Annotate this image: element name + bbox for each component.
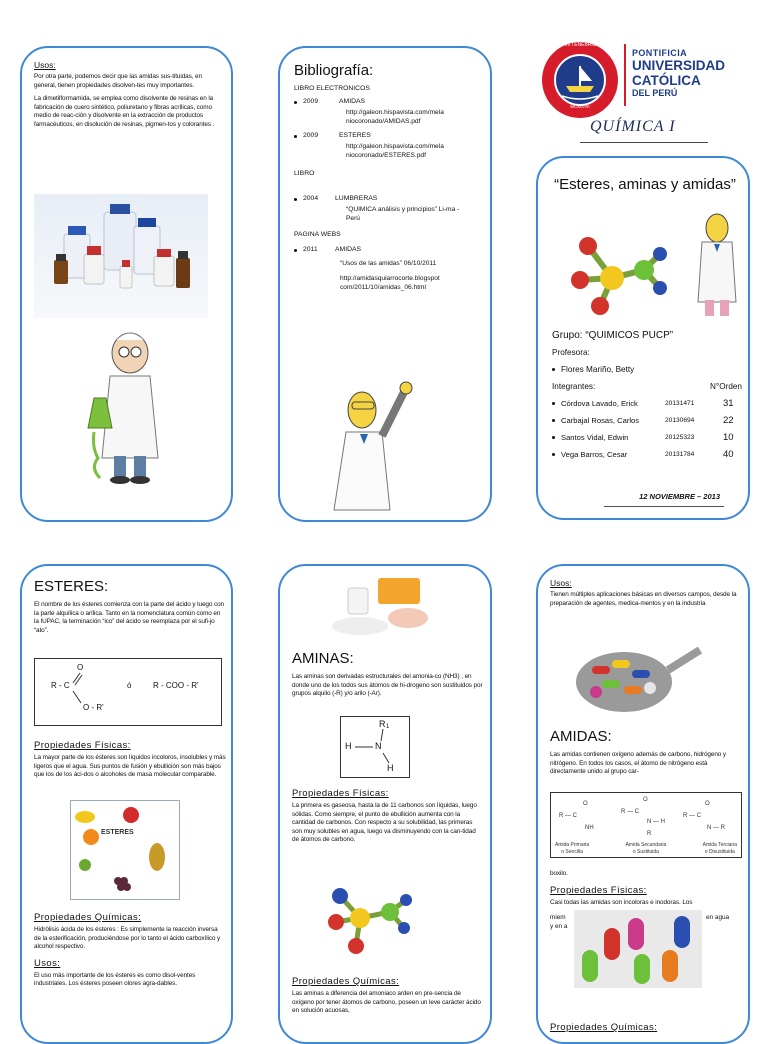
- member-number: 22: [723, 415, 734, 426]
- profesora-label: Profesora:: [552, 348, 590, 357]
- member-name: Santos Vidal, Edwin: [561, 433, 629, 442]
- amidas-heading: AMIDAS:: [550, 728, 612, 745]
- seal-motto: ET LUX IN TENEBRIS LUCET: [546, 42, 614, 48]
- esteres-image-label: ESTERES: [101, 829, 134, 836]
- bib-title: AMIDAS: [335, 246, 362, 253]
- svg-text:O: O: [705, 801, 710, 807]
- integrantes-header: [552, 378, 742, 395]
- esteres-usos-text: El uso más importante de los ésteres es como disol-ventes industriales. Los ésteres poseen olores agra-dables.: [34, 971, 196, 988]
- bib-entry-lumbreras: [294, 195, 484, 223]
- formula-h-left: H: [345, 741, 352, 751]
- esteres-quimicas-heading: Propiedades Químicas:: [34, 912, 142, 923]
- date-underline: [604, 506, 724, 507]
- panel-usos-amidas: [20, 46, 233, 522]
- formula-rc: R - C: [51, 681, 70, 690]
- amidas-fisicas-text-3: en agua: [706, 914, 730, 921]
- aminas-intro: Las aminas son derivadas estructurales del amonia-co (NH3) , en donde uno de los todos sus átomos de hi-drogeno son sustituidos por grupos alquilo (-R) y/o arilo (-Ar).: [292, 673, 483, 698]
- cover-date: 12 NOVIEMBRE – 2013: [639, 492, 720, 501]
- bullet: [552, 453, 555, 456]
- pagina-webs-label: PAGINA WEBS: [294, 231, 341, 238]
- panel-bibliografia: [278, 46, 492, 522]
- soap-products-image: [330, 574, 440, 638]
- svg-text:NH: NH: [585, 825, 594, 831]
- bib-url[interactable]: http://galeon.hispavista.com/mela niocoronado/ESTERES.pdf: [346, 143, 444, 159]
- member-code: 20125323: [665, 434, 695, 441]
- svg-text:R — C: R — C: [683, 813, 701, 819]
- member-row: [552, 395, 742, 412]
- libro-electronicos-label: LIBRO ELECTRONICOS: [294, 85, 370, 92]
- svg-text:R — C: R — C: [559, 813, 577, 819]
- esteres-fisicas-heading: Propiedades Físicas:: [34, 740, 131, 751]
- university-line-4: DEL PERÚ: [632, 88, 678, 98]
- aminas-quimicas-text: Las aminas a diferencia del amoniaco arden en pre-sencia de oxígeno por tener átomos de carbono, poseen un leve carácter ácido en solución acuosas,: [292, 990, 481, 1015]
- bibliografia-heading: Bibliografía:: [294, 62, 374, 79]
- formula-bonds: [35, 659, 223, 727]
- bib-title: LUMBRERAS: [335, 195, 378, 202]
- member-code: 20130694: [665, 417, 695, 424]
- formula-or-word: ó: [127, 681, 132, 690]
- bib-entry-usos-amidas: [294, 246, 484, 292]
- capsules-image: [574, 910, 702, 988]
- amide-label-primary-sub: o Sencilla: [561, 849, 583, 855]
- amine-formula-box: [340, 716, 410, 778]
- esteres-heading: ESTERES:: [34, 578, 109, 595]
- bib-url[interactable]: http://galeon.hispavista.com/mela niocoronado/AMIDAS.pdf: [346, 109, 444, 125]
- panel-esteres: [20, 564, 233, 1044]
- university-name: [632, 48, 725, 98]
- svg-text:R: R: [647, 831, 652, 837]
- member-number: 31: [723, 398, 734, 409]
- amide-label-secondary-sub: o Sustituida: [632, 849, 659, 855]
- svg-text:O: O: [643, 797, 648, 803]
- bib-year: 2009: [303, 132, 319, 139]
- orden-label: N°Orden: [710, 382, 742, 391]
- pills-spoon-image: [572, 640, 702, 720]
- amidas-usos-text: Tienen múltiples aplicaciones básicas en diversos campos, desde la preparación de agentes, medica-mentos y en la industria: [550, 591, 737, 607]
- bullet: [552, 436, 555, 439]
- aminas-heading: AMINAS:: [292, 650, 354, 667]
- scientist-cartoon-image: [320, 378, 420, 518]
- reagent-bottles-image: [34, 194, 208, 318]
- course-underline: [580, 142, 708, 143]
- libro-label: LIBRO: [294, 170, 315, 177]
- amidas-usos-heading: Usos:: [550, 578, 572, 588]
- bullet: [552, 402, 555, 405]
- usos-paragraph-1: Por otra parte, podemos decir que las amidas sus-tituidas, en general, tienen propiedades disolven-tes muy importantes.: [34, 73, 202, 89]
- amide-label-primary: Amida Primaria: [555, 842, 590, 848]
- bib-description: “Usos de las amidas” 06/10/2011: [340, 260, 437, 267]
- amidas-boxilo: boxilo.: [550, 870, 568, 877]
- member-code: 20131784: [665, 451, 695, 458]
- amidas-fisicas-text-4: y en a: [550, 923, 568, 930]
- formula-r: R: [379, 719, 386, 729]
- cartoon-character-image: [692, 212, 742, 322]
- profesora-name: Flores Mariño, Betty: [561, 365, 635, 374]
- bullet: [294, 101, 297, 104]
- bullet: [294, 135, 297, 138]
- formula-or: O - R': [83, 703, 104, 712]
- bib-year: 2004: [303, 195, 319, 202]
- bullet: [294, 198, 297, 201]
- amide-label-tertiary-sub: o Disustituida: [704, 849, 735, 855]
- amide-label-tertiary: Amida Terciaria: [702, 842, 737, 848]
- ester-formula-box: [34, 658, 222, 726]
- seal-year: MCMXVII: [570, 104, 590, 109]
- member-code: 20131471: [665, 400, 695, 407]
- amidas-fisicas-text-2: miem: [550, 914, 566, 921]
- bib-description: “QUIMICA análisis y principios” Li-ma -Perú: [346, 206, 460, 222]
- usos-heading: Usos:: [34, 60, 56, 70]
- bullet: [552, 368, 555, 371]
- amide-label-secondary: Amida Secundaria: [625, 842, 667, 848]
- group-name: Grupo: “QUIMICOS PUCP”: [552, 330, 674, 341]
- formula-subscript: 1: [386, 724, 390, 730]
- pucp-seal-logo: [540, 40, 620, 120]
- university-line-1: PONTIFICIA: [632, 48, 687, 58]
- bib-entry-amidas-pdf: [294, 98, 484, 126]
- bib-entry-esteres-pdf: [294, 132, 484, 160]
- member-number: 40: [723, 449, 734, 460]
- esteres-quimicas-text: Hidrólisis ácida de los ésteres : Es simplemente la reacción inversa de la esterificación, produciéndose por lo tanto el ácido carboxílico y alcohol respectivo.: [34, 926, 221, 951]
- aminas-fisicas-text: La primera es gaseosa, hasta la de 11 carbonos son líquidas, luego sólidas. Como siempre, el punto de ebullición aumenta con la cantidad de carbonos. Con respecto a su solubilidad, las primeras son muy solubles en agua, luego va disminuyendo con la can-tidad de átomos de carbono.: [292, 802, 477, 844]
- university-line-2: UNIVERSIDAD: [632, 58, 726, 73]
- profesora-row: [552, 361, 742, 378]
- amine-bonds: [341, 717, 411, 779]
- svg-text:N — R: N — R: [707, 825, 725, 831]
- amide-types-diagram: [550, 792, 742, 858]
- members-list: [552, 395, 742, 463]
- esteres-intro: El nombre de los ésteres comienza con la parte del ácido y luego con la parte alquílica o arílica. Tanto en la nomenclatura común como en la IUPAC, la terminación “ico” del ácido se reemplaza por el sufi-jo “ato”.: [34, 601, 225, 634]
- member-row: [552, 446, 742, 463]
- amidas-quimicas-heading: Propiedades Químicas:: [550, 1022, 658, 1033]
- aminas-quimicas-heading: Propiedades Químicas:: [292, 976, 400, 987]
- usos-paragraph-2: La dimetilformamida, se emplea como disolvente de resinas en la fabricación de cuero sintético, poliuretano y fibras acrílicas, como medio de reac-ción y disolvente en la extracción de productos farmacéuticos, en disolución de resinas, pigmen-tos y colorantes .: [34, 95, 215, 128]
- professor-cartoon-image: [80, 328, 180, 488]
- cover-header: [540, 38, 750, 148]
- formula-h-bottom: H: [387, 763, 394, 773]
- bib-title: ESTERES: [339, 132, 371, 139]
- svg-text:R — C: R — C: [621, 809, 639, 815]
- member-row: [552, 412, 742, 429]
- svg-text:N — H: N — H: [647, 819, 665, 825]
- amide-structures: [551, 793, 743, 837]
- amide-type-labels: [551, 842, 741, 856]
- bib-year: 2011: [303, 246, 318, 253]
- panel-amidas: [536, 564, 750, 1044]
- integrantes-label: Integrantes:: [552, 382, 596, 391]
- bib-title: AMIDAS: [339, 98, 366, 105]
- molecule-model-image: [552, 218, 672, 318]
- member-number: 10: [723, 432, 734, 443]
- course-title: QUÍMICA I: [590, 118, 676, 135]
- cover-title: “Esteres, aminas y amidas”: [554, 176, 736, 193]
- bullet: [552, 419, 555, 422]
- panel-cover: [536, 156, 750, 520]
- member-name: Vega Barros, Cesar: [561, 450, 628, 459]
- logo-divider: [624, 44, 626, 106]
- esteres-fisicas-text: La mayor parte de los ésteres son líquidos incoloros, insolubles y más ligeros que el agua. Sus puntos de fusión y ebullición son más bajos que los de los áci-dos o alcoholes de masa molecular comparable.: [34, 754, 226, 779]
- aminas-fisicas-heading: Propiedades Físicas:: [292, 788, 389, 799]
- member-name: Córdova Lavado, Erick: [561, 399, 638, 408]
- panel-aminas: [278, 564, 492, 1044]
- esteres-fruits-image: [70, 800, 180, 900]
- amidas-fisicas-text-1: Casi todas las amidas son incoloras e inodoras. Los: [550, 898, 693, 906]
- bullet: [294, 249, 297, 252]
- member-name: Carbajal Rosas, Carlos: [561, 416, 640, 425]
- amidas-intro: Las amidas contienen oxígeno además de carbono, hidrógeno y nitrógeno. En todos los casos, el átomo de nitrógeno está directamente unido al grupo car-: [550, 751, 727, 776]
- esteres-usos-heading: Usos:: [34, 957, 61, 969]
- university-line-3: CATÓLICA: [632, 73, 701, 88]
- amidas-fisicas-heading: Propiedades Físicas:: [550, 884, 647, 896]
- formula-n: N: [375, 741, 382, 751]
- formula-alt: R - COO - R': [153, 681, 199, 690]
- bib-year: 2009: [303, 98, 319, 105]
- bib-url[interactable]: http://amidasquiarrocorte.blogspot com/2011/10/amidas_06.html: [340, 275, 440, 291]
- svg-text:O: O: [583, 801, 588, 807]
- formula-oxygen: O: [77, 663, 84, 672]
- member-row: [552, 429, 742, 446]
- amine-molecule-image: [320, 876, 420, 956]
